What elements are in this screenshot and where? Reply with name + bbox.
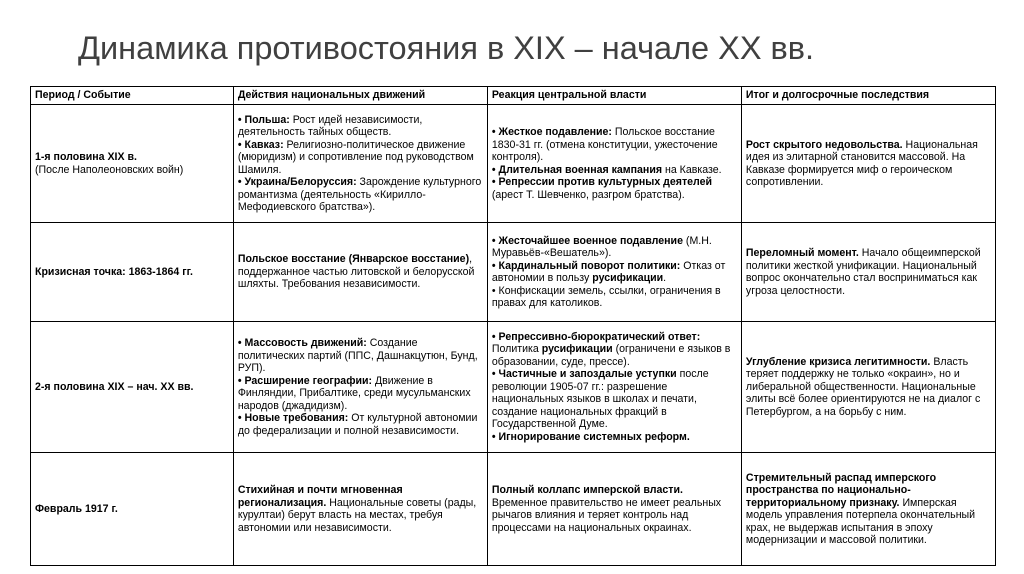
table-row [31, 322, 996, 453]
list-item [492, 285, 737, 310]
item-label: • Кавказ: [237, 138, 284, 151]
header-movements: Действия национальных движений [233, 87, 487, 105]
period-title: 2-я половина XIX – нач. XX вв. [35, 380, 194, 393]
item-text: Рост идей независимости, деятельность тайных обществ. [237, 113, 423, 138]
item-text: , поддержанное частью литовской и белорусской шляхты. Требования независимости. [237, 253, 475, 291]
item-text: Движение в Финляндии, Прибалтике, среди мусульманских народов (джадидизм). [237, 374, 471, 412]
item-label: • Репрессивно-бюрократический ответ: [491, 330, 701, 343]
header-result: Итог и долгосрочные последствия [741, 87, 995, 105]
item-text: . [663, 272, 667, 284]
item-text: Временное правительство не имеет реальных рычагов влияния и теряет контроль над процессами на национальных окраинах. [491, 496, 722, 534]
item-label: • Украина/Белоруссия: [237, 176, 357, 188]
list-item [492, 164, 737, 177]
item-text: после революции 1905-07 гг.: разрешение национальных языков в школах и печати, создание национальных фракций в Государственной Думе. [491, 368, 709, 431]
item-label: Полный коллапс имперской власти. [491, 484, 683, 496]
period-note: (После Наполеоновских войн) [35, 163, 184, 176]
item-text: земель, ссылки, ограничения в правах для католиков. [491, 284, 721, 309]
item-emphasis: русификации [592, 272, 664, 284]
item-label: • Кардинальный поворот политики: [491, 259, 681, 272]
movements-cell [233, 453, 487, 566]
item-emphasis: русификации [541, 343, 613, 356]
list-item [492, 431, 737, 444]
item-text: Политика [491, 343, 542, 356]
table-header-row [31, 87, 996, 105]
item-label: • Репрессии против культурных деятелей [491, 176, 713, 188]
slide-title: Динамика противостояния в XIX – начале XX вв. [78, 30, 815, 66]
list-item [492, 260, 737, 285]
period-title: 1-я половина XIX в. [35, 151, 137, 163]
item-text: Польское восстание 1830-31 гг. (отмена конституции, ужесточение контроля). [491, 126, 718, 163]
item-text: • Конфискации [491, 284, 566, 297]
reaction-cell [487, 322, 741, 453]
item-text: (М.Н. Муравьёв-«Вешатель»). [491, 234, 712, 259]
item-label: • Расширение географии: [237, 374, 373, 387]
header-period: Период / Событие [31, 87, 234, 105]
result-text: Имперская модель управления потерпела окончательный крах, не выдержав испытания в эпоху модернизации и массовой политики. [745, 496, 976, 546]
table-row [31, 105, 996, 223]
period-title: Февраль 1917 г. [35, 502, 118, 515]
table-row [31, 223, 996, 322]
result-cell [741, 105, 995, 223]
item-label: • Польша: [237, 113, 290, 126]
result-label: Переломный момент. [745, 247, 859, 259]
result-label: Стремительный распад имперского пространства по национально-территориальному признаку. [745, 471, 937, 509]
item-label: Польское восстание (Январское восстание) [237, 253, 470, 266]
list-item [492, 331, 737, 369]
result-text: Власть теряет поддержку не только «окраин», но и либеральной общественности. Национальные элиты всё более ориентируются не на диалог с Петербургом, а на борьбу с ним. [745, 355, 981, 418]
list-item [238, 412, 483, 437]
item-label: • Жесточайшее военное подавление [491, 234, 683, 247]
item-text: Создание политических партий (ППС, Дашнакцутюн, Бунд, РУП). [237, 337, 478, 374]
list-item [238, 176, 483, 214]
period-cell [31, 453, 234, 566]
reaction-cell [487, 223, 741, 322]
item-label: • Частичные и запоздалые уступки [491, 368, 677, 381]
list-item [492, 126, 737, 164]
result-label: Углубление кризиса легитимности. [745, 355, 931, 368]
list-item [492, 176, 737, 201]
result-cell [741, 322, 995, 453]
movements-cell [233, 105, 487, 223]
period-cell [31, 223, 234, 322]
list-item [238, 114, 483, 139]
item-label: • Массовость движений: [237, 337, 367, 349]
movements-cell [233, 322, 487, 453]
period-cell [31, 105, 234, 223]
result-cell [741, 223, 995, 322]
item-label: • Длительная военная кампания [491, 163, 663, 176]
item-label: Стихийная и почти мгновенная регионализация. [237, 484, 403, 509]
item-text: (арест Т. Шевченко, разгром братства). [491, 188, 685, 201]
item-text: Национальные советы (рады, курултаи) берут власть на местах, требуя автономии или независимости. [237, 496, 477, 534]
item-text: Зарождение культурного романтизма (деятельность «Кирилло-Мефодиевского братства»). [237, 176, 482, 213]
movements-cell [233, 223, 487, 322]
item-text: Религиозно-политическое движение (мюридизм) и сопротивление под руководством Шамиля. [237, 138, 474, 176]
item-text: Отказ от автономии в пользу [491, 259, 726, 284]
item-text: От культурной автономии до федерализации и полной независимости. [237, 412, 478, 437]
list-item [492, 235, 737, 260]
item-label: • Игнорирование системных реформ. [491, 430, 690, 443]
item-label: • Жесткое подавление: [491, 126, 612, 138]
header-reaction: Реакция центральной власти [487, 87, 741, 105]
list-item [238, 375, 483, 413]
result-label: Рост скрытого недовольства. [745, 138, 903, 151]
item-label: • Новые требования: [237, 412, 349, 424]
list-item [238, 139, 483, 177]
reaction-cell [487, 453, 741, 566]
result-text: Национальная идея из элитарной становится массовой. На Кавказе формируется миф о героическом сопротивлении. [745, 138, 978, 188]
item-text: (ограничени е языков в образовании, суде, прессе). [491, 343, 731, 368]
list-item [238, 337, 483, 375]
reaction-cell [487, 105, 741, 223]
period-title: Кризисная точка: 1863-1864 гг. [35, 265, 193, 278]
history-table [30, 86, 996, 566]
list-item [492, 368, 737, 431]
period-cell [31, 322, 234, 453]
result-cell [741, 453, 995, 566]
item-text: на Кавказе. [662, 163, 722, 176]
table-row [31, 453, 996, 566]
result-text: Начало общеимперской политики жесткой унификации. Национальный вопрос окончательно стал восприниматься как угроза целостности. [745, 247, 981, 297]
